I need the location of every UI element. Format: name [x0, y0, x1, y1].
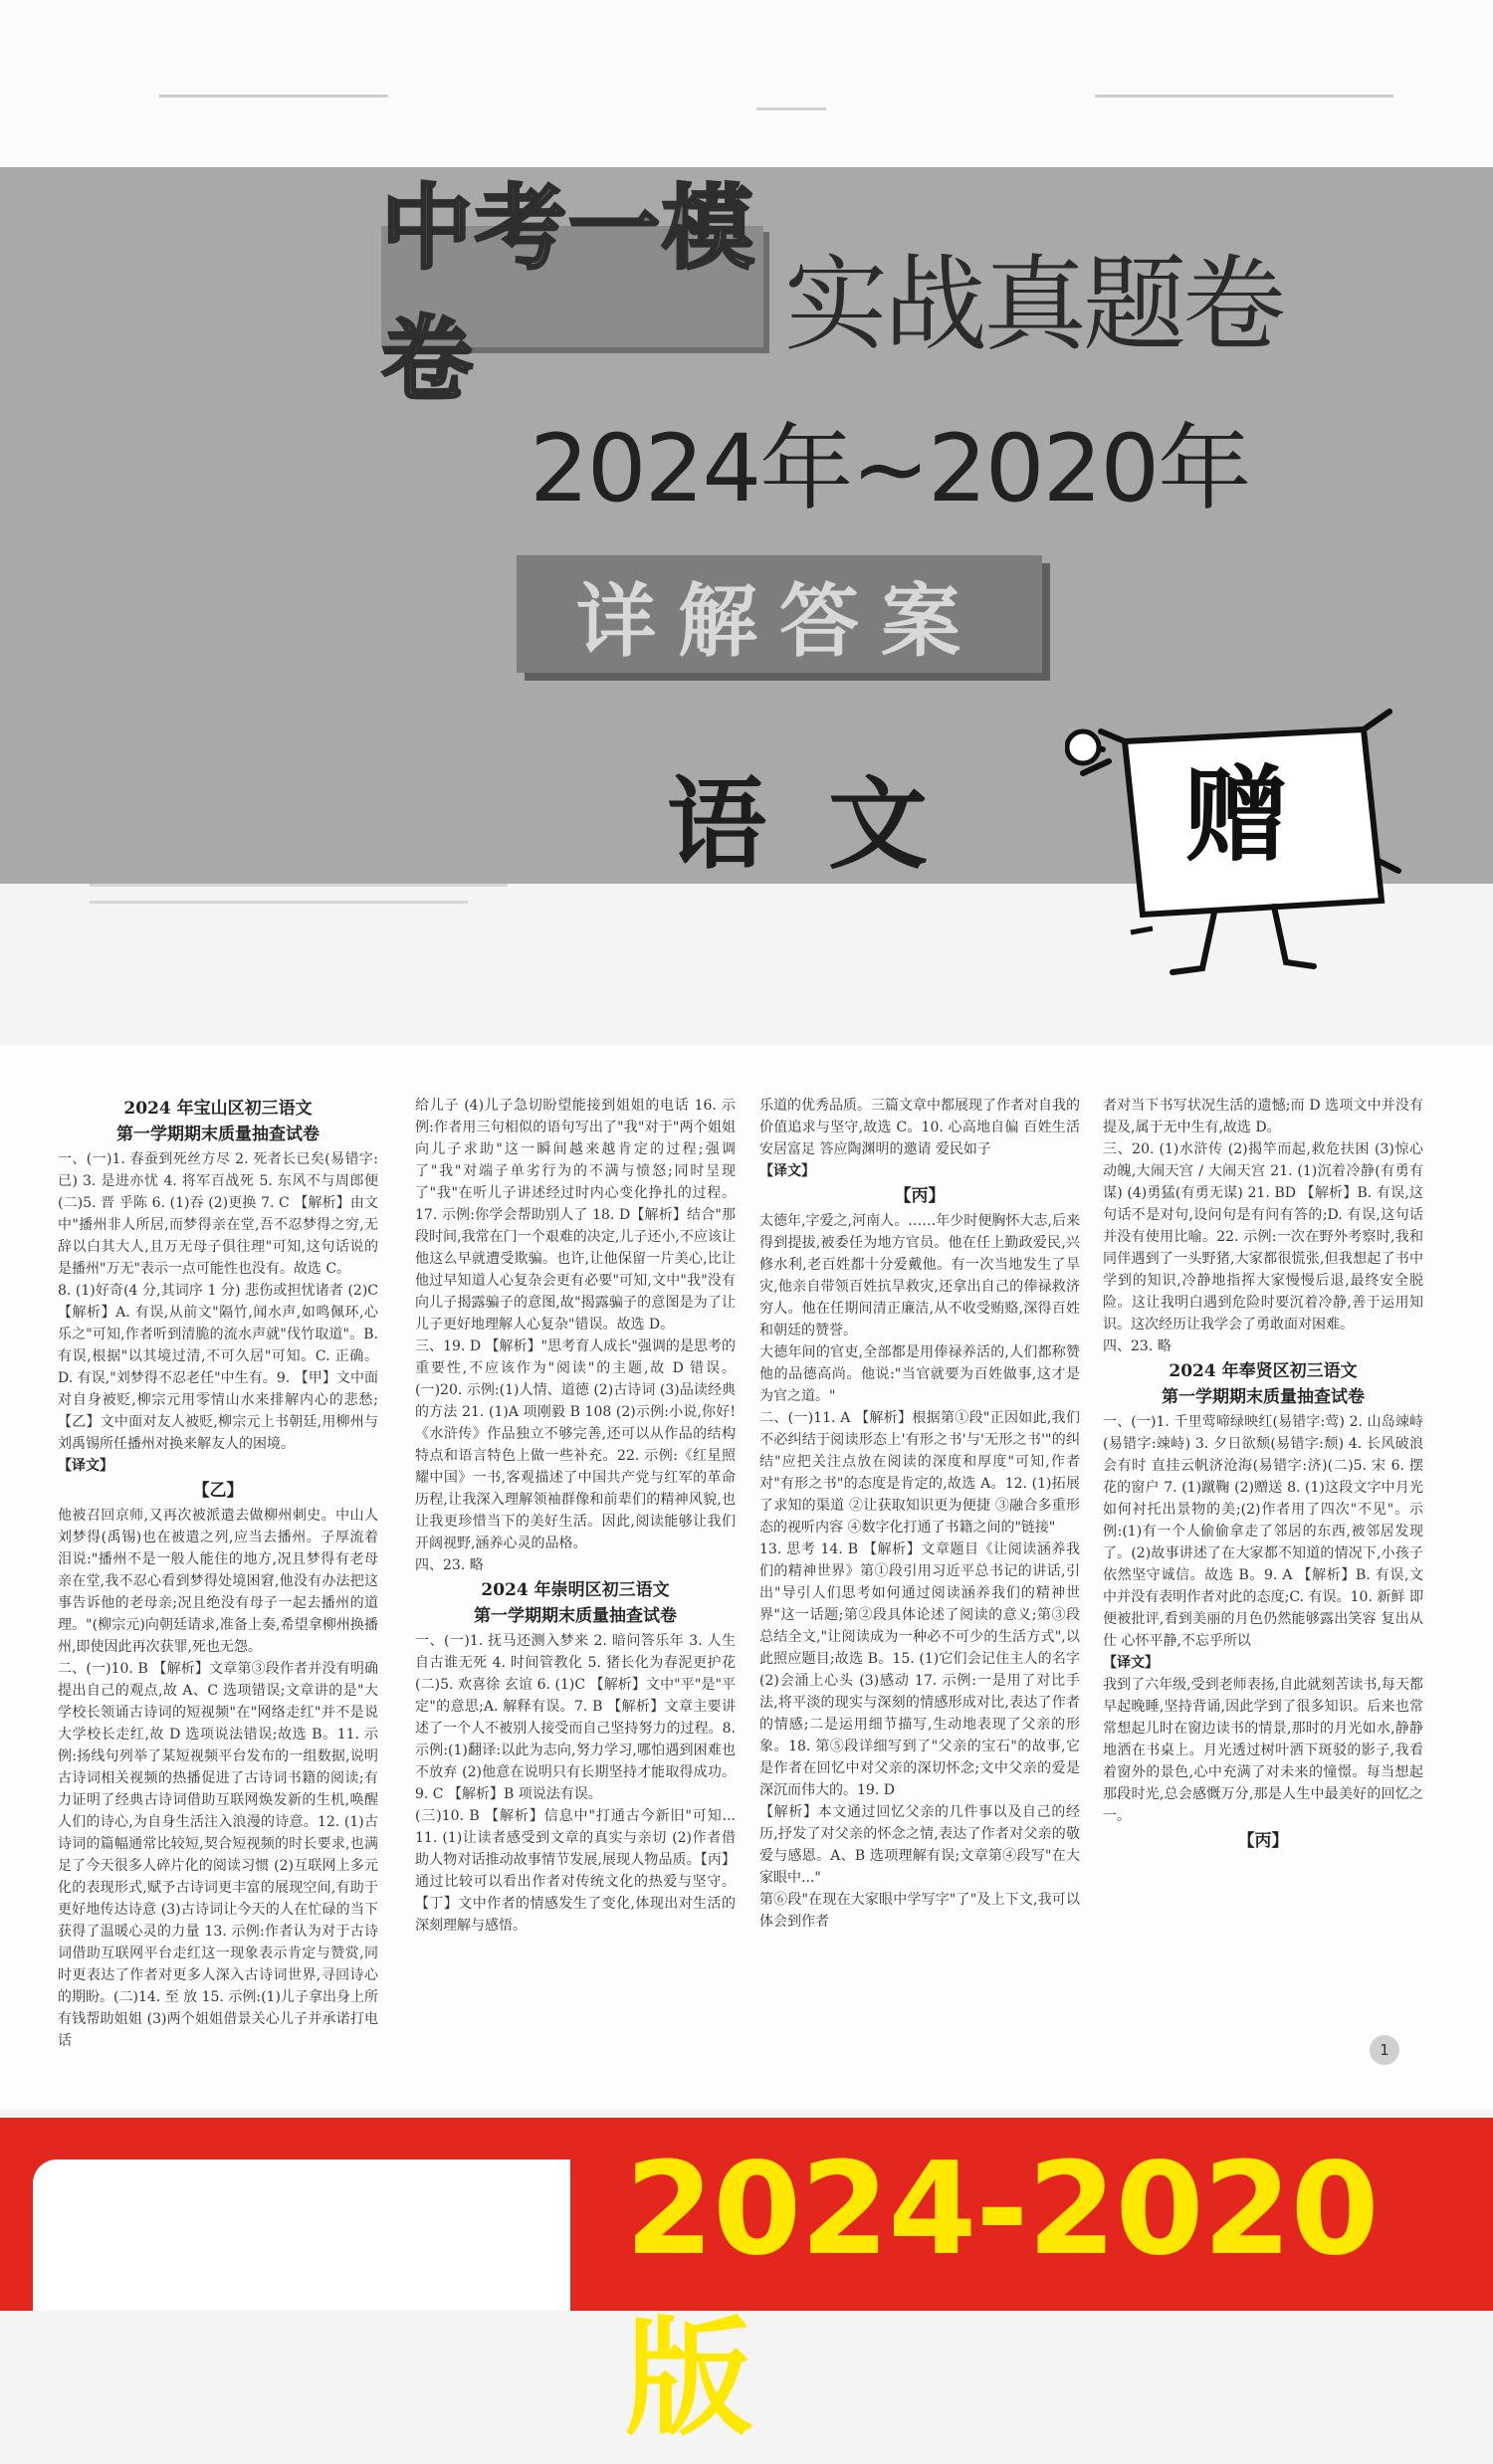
edition-label: 2024-2020版 — [625, 2136, 1379, 2453]
translation-tag: 【译文】 — [759, 1163, 815, 1179]
translation-tag: 【译文】 — [58, 1458, 113, 1474]
paragraph: 一、(一)1. 春蚕到死丝方尽 2. 死者长已矣(易错字:已) 3. 是进亦忧 4. 将军百战死 5. 东风不与周郎便(二)5. 晋 乎陈 6. (1)吞 (2)更换 7. C 【解析】由文中"播州非人所居,而梦得亲在堂,吾不忍梦得之穷,无辞以白其大人,且万无母子俱往理"可知,这句话说的是播州"万无"表示一点可能性也没有。故选 C。 — [58, 1151, 378, 1277]
section-heading: 2024 年奉贤区初三语文 — [1169, 1361, 1358, 1381]
paragraph: 我到了六年级,受到老师表扬,自此就刻苦读书,每天都早起晚睡,坚持背诵,因此学到了很多知识。后来也常常想起儿时在窗边读书的情景,那时的月光如水,静静地洒在书桌上。月光透过树叶洒下斑驳的影子,我看着窗外的景色,心中充满了对未来的憧憬。每当想起那段时光,总会感慨万分,那是人生中最美好的回忆之一。 — [1103, 1677, 1423, 1824]
paragraph: 一、(一)1. 千里莺啼绿映红(易错字:莺) 2. 山岛竦峙(易错字:竦峙) 3. 夕日欲颓(易错字:颓) 4. 长风破浪会有时 直挂云帆济沧海(易错字:济)(二)5. 宋 6. 摆花的窗户 7. (1)蹴鞠 (2)赠送 8. (1)这段文字中月光如何衬托出景物的美;(2)作者用了四次"不见"。示例:(1)有一个人偷偷拿走了邻居的东西,被邻居发现了。(2)故事讲述了在大家都不知道的情况下,小孩子依然坚守诚信。故选 B。9. A 【解析】B. 有误,文中并没有表明作者对此的态度;C. 有误。10. 新鲜 即便被批评,看到美丽的月色仍然能够露出笑容 复出从仕 心怀平静,不忘乎所以 — [1103, 1414, 1423, 1649]
text-column-1 — [58, 1095, 378, 2070]
passage-tag: 【丙】 — [894, 1186, 946, 1206]
passage-tag: 【乙】 — [192, 1481, 244, 1501]
series-title: 中考一模卷 — [381, 175, 756, 413]
text-column-3 — [759, 1095, 1080, 2070]
show-through-text — [159, 95, 388, 98]
show-through-text — [90, 884, 1384, 943]
top-margin — [0, 0, 1493, 167]
paragraph: 第⑥段"在现在大家眼中学写字"了"及上下文,我可以体会到作者 — [759, 1892, 1080, 1930]
gift-mascot-icon — [1065, 702, 1403, 1000]
paragraph: 他被召回京师,又再次被派遣去做柳州刺史。中山人刘梦得(禹锡)也在被遣之列,应当去播州。子厚流着泪说:"播州不是一般人能住的地方,况且梦得有老母亲在堂,我不忍心看到梦得处境困窘,他没有办法把这事告诉他的老母亲;况且绝没有母子一起去播州的道理。"(柳宗元)向朝廷请求,准备上奏,希望拿柳州换播州,即使因此再次获罪,死也无怨。 — [58, 1508, 378, 1655]
paragraph: 二、(一)10. B 【解析】文章第③段作者并没有明确提出自己的观点,故 A、C 选项错误;文章讲的是"大学校长领诵古诗词的短视频"在"网络走红"并不是说大学校长走红,故 D 选项说法错误;故选 B。11. 示例:扬线句列举了某短视频平台发布的一组数据,说明古诗词相关视频的热播促进了古诗词书籍的阅读;有力证明了经典古诗词借助互联网焕发新的生机,唤醒人们的诗心,为自身生活注入浪漫的诗意。12. (1)古诗词的篇幅通常比较短,契合短视频的时长要求,也满足了今天很多人碎片化的阅读习惯 (2)互联网上多元化的表现形式,赋予古诗词更丰富的展现空间,有助于更好地传达诗意 (3)古诗词让今天的人在忙碌的当下获得了温暖心灵的力量 13. 示例:作者认为对于古诗词借助互联网平台走红这一现象表示肯定与赞赏,同时更表达了作者对更多人深入古诗词世界,寻回诗心的期盼。(二)14. 至 放 15. 示例:(1)儿子拿出身上所有钱帮助姐姐 (3)两个姐姐借景关心儿子并承诺打电话 — [58, 1661, 378, 2049]
banner-white-tab — [33, 2159, 570, 2311]
paragraph: 大德年间的官吏,全部都是用俸禄养活的,人们都称赞他的品德高尚。他说:"当官就要为百姓做事,这才是为官之道。" — [759, 1344, 1080, 1404]
paragraph: 【解析】本文通过回忆父亲的几件事以及自己的经历,抒发了对父亲的怀念之情,表达了作者对父亲的敬爱与感恩。A、B 选项理解有误;文章第④段写"在大家眼中..." — [759, 1804, 1080, 1886]
paragraph: 三、20. (1)水浒传 (2)揭竿而起,救危扶困 (3)惊心动魄,大闹天宫 / 大闹天宫 21. (1)沉着冷静(有勇有谋) (4)勇猛(有勇无谋) 21. BD 【解析】B. 有误,这句话不是对句,设问句是有问有答的;D. 有误,这句话并没有使用比喻。22. 示例:一次在野外考察时,我和同伴遇到了一头野猪,大家都很慌张,但我想起了书中学到的知识,冷静地指挥大家慢慢后退,最终安全脱险。这让我明白遇到危险时要沉着冷静,善于运用知识。这次经历让我学会了勇敢面对困难。 — [1103, 1141, 1423, 1333]
answers-badge — [517, 555, 1042, 673]
section-subheading: 第一学期期末质量抽查试卷 — [116, 1125, 320, 1144]
paragraph: (三)10. B 【解析】信息中"打通古今新旧"可知... 11. (1)让读者感受到文章的真实与亲切 (2)作者借助人物对话推动故事情节发展,展现人物品质。【丙】通过比较可以看出作者对传统文化的热爱与坚守。【丁】文中作者的情感发生了变化,体现出对生活的深刻理解与感悟。 — [415, 1808, 736, 1934]
paragraph: 四、23. 略 — [1103, 1338, 1172, 1354]
gift-label: 赠 — [1184, 754, 1289, 876]
page-number: 1 — [1370, 2035, 1399, 2065]
text-column-4 — [1103, 1095, 1423, 2070]
answer-pages — [0, 1045, 1493, 2110]
paragraph: 二、(一)11. A 【解析】根据第①段"正因如此,我们不必纠结于阅读形态上'有形之书'与'无形之书'"的纠结"应把关注点放在阅读的深度和厚度"可知,作者对"有形之书"的态度是肯定的,故选 A。12. (1)拓展了求知的渠道 ②让获取知识更为便捷 ③融合多重形态的视听内容 ④数字化打通了书籍之间的"链接" — [759, 1410, 1080, 1536]
paragraph: 乐道的优秀品质。三篇文章中都展现了作者对自我的价值追求与坚守,故选 C。10. 心高地自偏 百姓生活安居富足 答应陶渊明的邀请 爱民如子 — [759, 1098, 1080, 1157]
paragraph: 13. 思考 14. B 【解析】文章题目《让阅读涵养我们的精神世界》第①段引用习近平总书记的讲话,引出"导引人们思考如何通过阅读涵养我们的精神世界"这一话题;第②段具体论述了阅读的意义;第③段总结全文,"让阅读成为一种必不可少的生活方式",以此照应题目;故选 B。15. (1)它们会记住主人的名字 (2)会涌上心头 (3)感动 17. 示例:一是用了对比手法,将平淡的现实与深刻的情感形成对比,表达了作者的情感;二是运用细节描写,生动地表现了父亲的形象。18. 第⑤段详细写到了"父亲的宝石"的故事,它是作者在回忆中对父亲的深切怀念;文中父亲的爱是深沉而伟大的。19. D — [759, 1541, 1080, 1798]
section-heading: 2024 年崇明区初三语文 — [481, 1580, 670, 1600]
paragraph: 给儿子 (4)儿子急切盼望能接到姐姐的电话 16. 示例:作者用三句相似的语句写出了"我"对于"两个姐姐向儿子求助"这一瞬间越来越肯定的过程;强调了"我"对端子单劣行为的不满与愤怒;同时呈现了"我"在听儿子讲述经过时内心变化挣扎的过程。17. 示例:你学会帮助别人了 18. D【解析】结合"那段时间,我常在门一个艰难的决定,儿子还小,不应该让他这么早就遭受欺骗。也许,让他保留一片美心,比让他过早知道人心复杂会更有必要"可知,文中"我"没有向儿子揭露骗子的意图,故"揭露骗子的意图是为了让儿子更好地理解人心复杂"错误。故选 D。 — [415, 1098, 736, 1333]
paragraph: 一、(一)1. 抚马还测入梦来 2. 暗问答乐年 3. 人生自古谁无死 4. 时间管教化 5. 猪长化为春泥更护花 (二)5. 欢喜徐 玄谊 6. (1)C 【解析】文中"平"是"平定"的意思;A. 解释有误。7. B 【解析】文章主要讲述了一个人不被别人接受而自己坚持努力的过程。8. 示例:(1)翻译:以此为志向,努力学习,哪怕遇到困难也不放弃 (2)他意在说明只有长期坚持才能取得成功。9. C 【解析】B 项说法有误。 — [415, 1633, 736, 1802]
section-subheading: 第一学期期末质量抽查试卷 — [474, 1606, 677, 1626]
brand-title: 实战真题卷 — [784, 244, 1283, 365]
year-range: 2024年~2020年 — [530, 415, 1250, 523]
subject-title: 语文 — [667, 765, 989, 883]
passage-tag: 【丙】 — [1237, 1831, 1289, 1851]
show-through-text — [1095, 95, 1393, 98]
section-subheading: 第一学期期末质量抽查试卷 — [1162, 1387, 1365, 1407]
paragraph: 8. (1)好奇(4 分,其词序 1 分) 悲伤或担忧诸者 (2)C 【解析】A. 有误,从前文"隔竹,闻水声,如鸣佩环,心乐之"可知,作者听到清脆的流水声就"伐竹取道"。B. 有误,根据"以其境过清,不可久居"可知。C. 正确。D. 有误,"刘梦得不忍老任"中生有。9. 【甲】文中面对自身被贬,柳宗元用零情山水来排解内心的悲愁;【乙】文中面对友人被贬,柳宗元上书朝廷,用柳州与刘禹锡所任播州对换来解友人的困境。 — [58, 1283, 378, 1452]
paragraph: 者对当下书写状况生活的遗憾;而 D 选项文中并没有提及,属于无中生有,故选 D。 — [1103, 1098, 1423, 1135]
series-badge — [381, 175, 763, 413]
text-column-2 — [415, 1095, 736, 2070]
translation-tag: 【译文】 — [1103, 1655, 1159, 1671]
show-through-text — [756, 107, 826, 110]
paragraph: 三、19. D 【解析】"思考育人成长"强调的是思考的重要性,不应该作为"阅读"的主题,故 D 错误。(一)20. 示例:(1)人情、道德 (2)古诗词 (3)品读经典的方法 21. (1)A 项刚毅 B 108 (2)示例:小说,你好!《水浒传》作品独立不够完善,还可以从作品的结构特点和语言特色上做一些补充。22. 示例:《红星照耀中国》一书,客观描述了中国共产党与红军的革命历程,让我深入理解领袖群像和前辈们的精神风貌,也让我更珍惜当下的美好生活。因此,阅读能够让我们开阔视野,涵养心灵的品格。 — [415, 1338, 736, 1551]
paragraph: 太德年,字爱之,河南人。……年少时便胸怀大志,后来得到提拔,被委任为地方官员。他在任上勤政爱民,兴修水利,老百姓都十分爱戴他。有一次当地发生了旱灾,他亲自带领百姓抗旱救灾,还拿出自己的俸禄救济穷人。他在任期间清正廉洁,从不收受贿赂,深得百姓和朝廷的赞誉。 — [759, 1213, 1080, 1338]
section-heading: 2024 年宝山区初三语文 — [123, 1099, 313, 1119]
paragraph: 四、23. 略 — [415, 1557, 484, 1573]
answers-label: 详解答案 — [576, 573, 982, 668]
